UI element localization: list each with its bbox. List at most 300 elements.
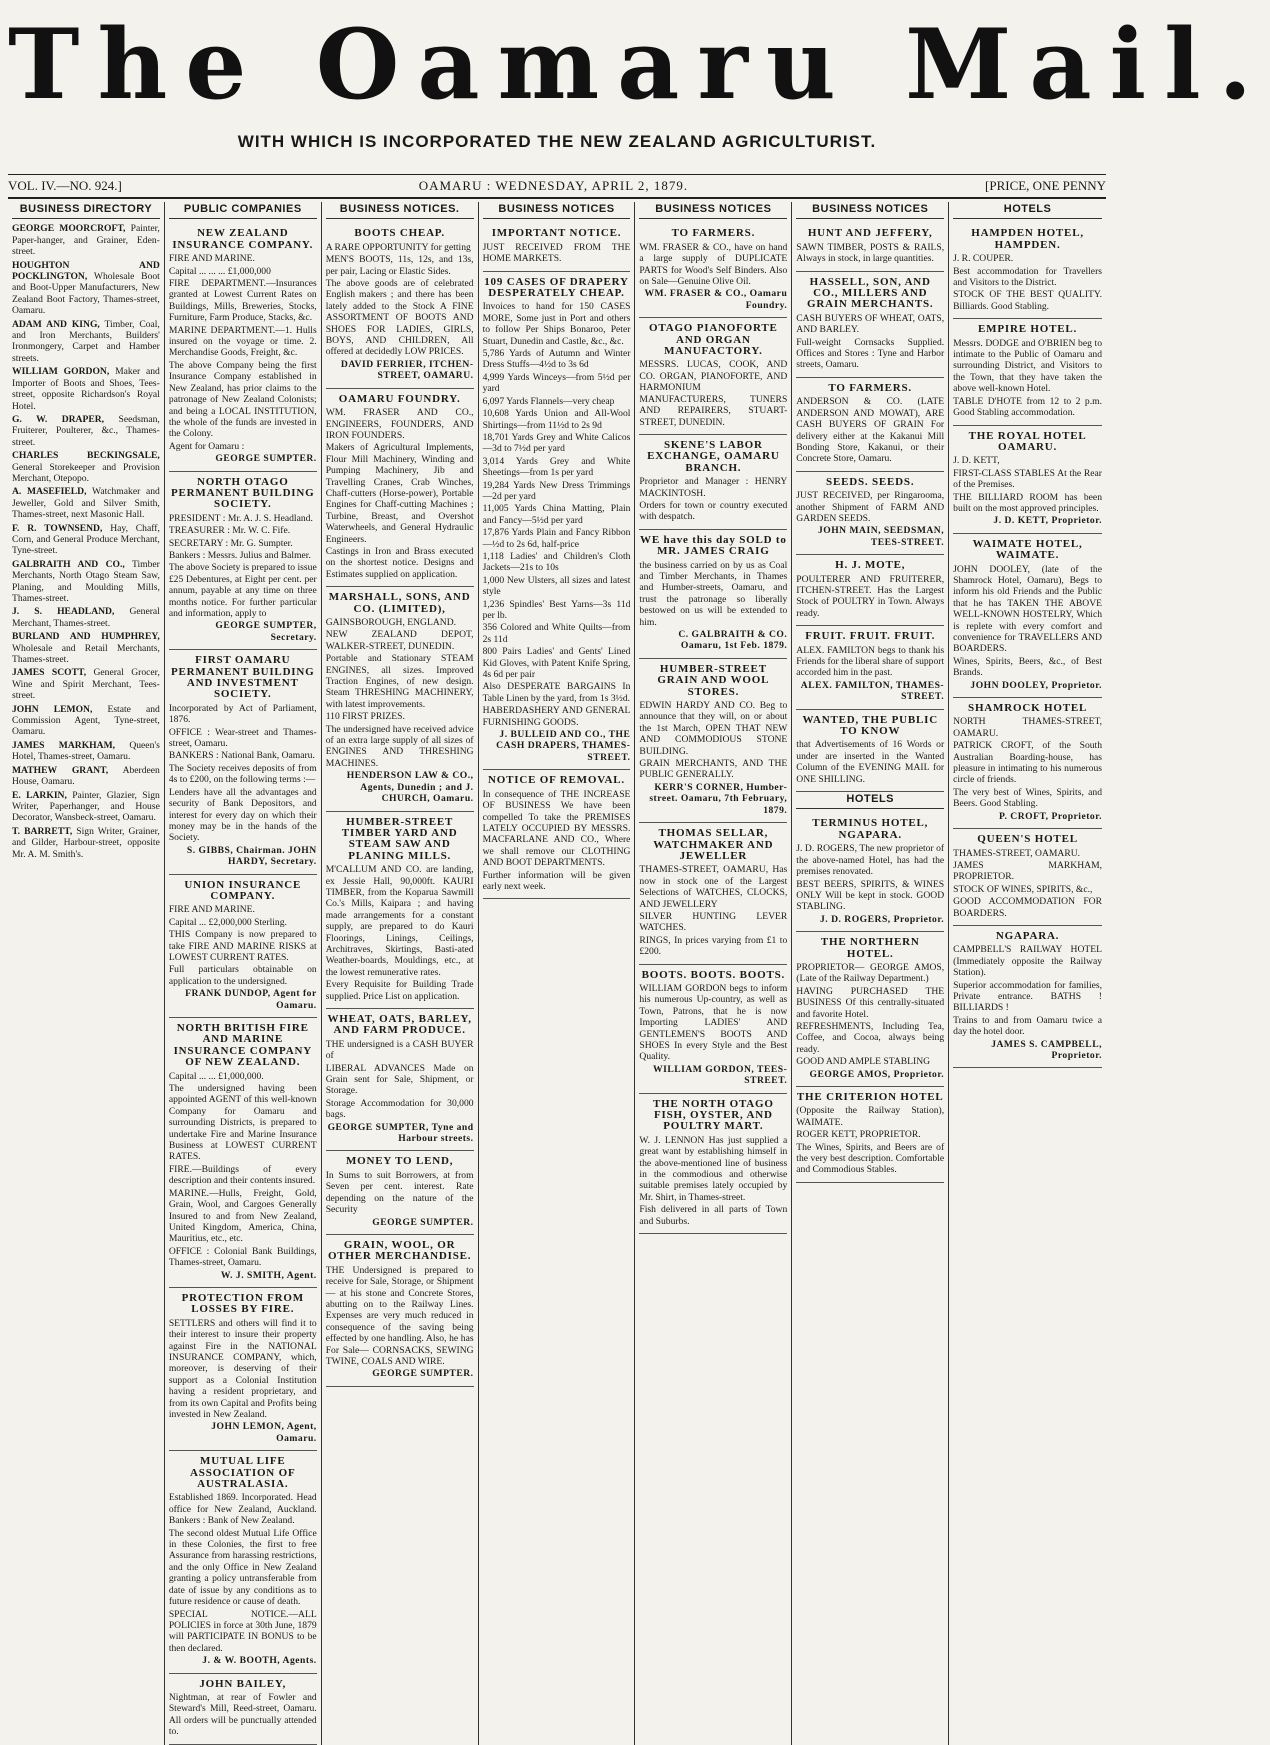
- ad-text: SILVER HUNTING LEVER WATCHES.: [639, 910, 788, 934]
- ad-text: JUST RECEIVED, per Ringarooma, another Shipment of FARM AND GARDEN SEEDS.: [796, 490, 945, 524]
- directory-entry-name: MATHEW GRANT,: [12, 764, 109, 776]
- directory-entry-text: General Grocer, Wine and Spirit Merchant, Tees-street.: [12, 667, 160, 702]
- ad-signature: GEORGE SUMPTER, Secretary.: [215, 620, 317, 643]
- directory-entry-text: Seedsman, Fruiterer, Poulterer, &c., Thames-street.: [12, 413, 160, 448]
- section-head: BUSINESS NOTICES: [796, 202, 944, 219]
- ad-text: 110 FIRST PRIZES.: [325, 711, 405, 723]
- ad-heading: NORTH BRITISH FIRE AND MARINE INSURANCE COMPANY OF NEW ZEALAND.: [173, 1022, 312, 1069]
- advertisement: [639, 1094, 787, 1234]
- advertisement: [169, 472, 317, 651]
- ad-text: HABERDASHERY AND GENERAL FURNISHING GOODS.: [482, 705, 631, 728]
- ad-text: RINGS, In prices varying from £1 to £200.: [639, 934, 788, 958]
- ad-heading: WHEAT, OATS, BARLEY, AND FARM PRODUCE.: [327, 1013, 472, 1037]
- ad-text: Trains to and from Oamaru twice a day the hotel door.: [953, 1014, 1102, 1038]
- ad-text: FIRE AND MARINE.: [168, 253, 255, 265]
- ad-text: Fish delivered in all parts of Town and Suburbs.: [639, 1204, 788, 1227]
- ad-text: Nightman, at rear of Fowler and Steward's Mill, Reed-street, Oamaru. All orders will be punctually attended to.: [168, 1691, 317, 1738]
- directory-entry-name: CHARLES BECKINGSALE,: [12, 450, 160, 462]
- ad-text: W. J. LENNON Has just supplied a great want by establishing himself in the above-mentioned line of business in the commodious and otherwise suitable premises lately occupied by Mr. Shirt, in Thames-street.: [639, 1134, 788, 1203]
- ad-text: 19,284 Yards New Dress Trimmings—2d per yard: [482, 479, 631, 502]
- ad-text: STOCK OF WINES, SPIRITS, &c.,: [953, 883, 1093, 895]
- column-business-notices-2: [479, 202, 636, 1745]
- ad-heading: FIRST OAMARU PERMANENT BUILDING AND INVESTMENT SOCIETY.: [171, 654, 315, 701]
- directory-entry-name: A. MASEFIELD,: [12, 486, 87, 498]
- column-business-notices-4: [792, 202, 949, 1745]
- advertisement: [326, 1151, 474, 1234]
- ad-text: ROGER KETT, PROPRIETOR.: [796, 1129, 921, 1141]
- ad-signature: WILLIAM GORDON, TEES-STREET.: [653, 1063, 788, 1087]
- ad-heading: TO FARMERS.: [828, 381, 912, 394]
- advertisement: [953, 319, 1102, 425]
- ad-signature: GEORGE SUMPTER, Tyne and Harbour streets.: [327, 1121, 474, 1145]
- ad-text: FIRE AND MARINE.: [168, 904, 255, 916]
- column-public-companies: [165, 202, 322, 1745]
- directory-entry: [12, 260, 160, 317]
- directory-entry-text: Wholesale Boot and Boot-Upper Manufacturers, New Zealand Boot Factory, Thames-street, Oamaru.: [12, 271, 160, 317]
- ad-text: TREASURER : Mr. W. C. Fife.: [168, 525, 291, 537]
- ad-text: GRAIN MERCHANTS, AND THE PUBLIC GENERALLY.: [639, 758, 788, 781]
- ad-text: Every Requisite for Building Trade supplied. Price List on application.: [325, 979, 474, 1002]
- ad-heading: WANTED, THE PUBLIC TO KNOW: [802, 713, 938, 738]
- directory-entry-text: Estate and Commission Agent, Tyne-street, Oamaru.: [12, 703, 160, 738]
- ad-text: Full particulars obtainable on application to the undersigned.: [168, 964, 317, 987]
- section-head: BUSINESS NOTICES.: [326, 202, 474, 219]
- newspaper-subtitle: WITH WHICH IS INCORPORATED THE NEW ZEALAND AGRICULTURIST.: [237, 132, 877, 151]
- directory-entry-text: Wholesale and Retail Merchants, Thames-street.: [12, 642, 160, 666]
- directory-entry-text: Watchmaker and Jeweller, Gold and Silver Smith, Thames-street, next Masonic Hall.: [12, 486, 160, 521]
- directory-entry-text: Queen's Hotel, Thames-street, Oamaru.: [12, 739, 160, 763]
- ad-heading: HUMBER-STREET GRAIN AND WOOL STORES.: [657, 662, 770, 698]
- advertisement: [169, 1288, 317, 1451]
- column-hotels: [949, 202, 1106, 1745]
- ad-signature: GEORGE SUMPTER.: [372, 1368, 474, 1380]
- ad-heading: THOMAS SELLAR, WATCHMAKER AND JEWELLER: [653, 827, 774, 862]
- directory-entry-name: T. BARRETT,: [12, 825, 73, 837]
- ad-text: 10,608 Yards Union and All-Wool Shirtings—from 11½d to 2s 9d: [482, 408, 631, 431]
- ad-text: Portable and Stationary STEAM ENGINES, all sizes. Improved Traction Engines, of new design. Steam THRESHING MACHINERY, with latest improvements.: [325, 653, 474, 710]
- ad-text: MESSRS. LUCAS, COOK, AND CO. ORGAN, PIANOFORTE, AND HARMONIUM MANUFACTURERS, TUNERS AND REPAIRERS, STUART-STREET, DUNEDIN.: [639, 359, 788, 428]
- ad-text: OFFICE : Wear-street and Thames-street, Oamaru.: [168, 726, 317, 750]
- section-head: BUSINESS DIRECTORY: [12, 202, 160, 219]
- newspaper-title: The Oamaru Mail.: [8, 8, 1270, 121]
- directory-entry-name: GALBRAITH AND CO.,: [12, 558, 125, 570]
- ad-text: Bankers : Messrs. Julius and Balmer.: [168, 549, 311, 561]
- ad-heading: MARSHALL, SONS, AND CO. (LIMITED),: [328, 591, 471, 615]
- ad-heading: OAMARU FOUNDRY.: [338, 392, 461, 405]
- directory-entry-text: Sign Writer, Grainer, and Gilder, Harbour-street, opposite Mr. A. M. Smith's.: [12, 825, 160, 860]
- advertisement: [953, 926, 1102, 1068]
- advertisement: [639, 318, 787, 435]
- ad-heading: OTAGO PIANOFORTE AND ORGAN MANUFACTORY.: [649, 322, 778, 358]
- advertisement: [796, 272, 944, 378]
- ad-signature: GEORGE SUMPTER.: [372, 1216, 474, 1228]
- ad-heading: TERMINUS HOTEL, NGAPARA.: [812, 817, 929, 841]
- directory-entry-text: General Storekeeper and Provision Merchant, Otepopo.: [12, 461, 160, 484]
- ad-text: OFFICE : Colonial Bank Buildings, Thames-street, Oamaru.: [168, 1245, 317, 1269]
- ad-signature: S. GIBBS, Chairman. JOHN HARDY, Secretary.: [186, 844, 317, 868]
- ad-heading: SEEDS. SEEDS.: [826, 475, 915, 488]
- section-head: HOTELS: [796, 792, 944, 809]
- ad-text: GAINSBOROUGH, ENGLAND.: [325, 617, 457, 628]
- ad-list: [639, 223, 787, 1234]
- directory-entry-name: BURLAND AND HUMPHREY,: [12, 631, 160, 643]
- directory-entry-name: E. LARKIN,: [12, 789, 67, 801]
- ad-text: THE Undersigned is prepared to receive for Sale, Storage, or Shipment— at his stone and Concrete Stores, abutting on to the Railway Lines. Expenses are very much reduced in consequence of the saving being effected by one handling. Also, he has For Sale— CORNSACKS, SEWING TWINE, COALS AND WIRE.: [325, 1264, 474, 1367]
- ad-text: the business carried on by us as Coal and Timber Merchants, in Thames and Humber-streets, Oamaru, and trust the patronage so liberally bestowed on us will be extended to him.: [639, 559, 788, 628]
- ad-list: [169, 223, 317, 1744]
- ad-text: REFRESHMENTS, Including Tea, Coffee, and Cocoa, always being ready.: [796, 1020, 945, 1055]
- advertisement: [953, 698, 1102, 829]
- ad-text: Messrs. DODGE and O'BRIEN beg to intimate to the Public of Oamaru and surrounding District, and Visitors to the Town, that they have taken the above well-known Hotel.: [953, 337, 1102, 395]
- ad-text: Castings in Iron and Brass executed on the shortest notice. Designs and Estimates supplied on application.: [325, 545, 474, 580]
- ad-text: JUST RECEIVED FROM THE HOME MARKETS.: [482, 241, 631, 265]
- ad-text: NORTH THAMES-STREET, OAMARU.: [953, 716, 1102, 739]
- ad-text: WM. FRASER & CO., have on hand a large supply of DUPLICATE PARTS for Wood's Self Binders. Also on Sale—Genuine Olive Oil.: [639, 241, 788, 288]
- ad-signature: JOHN DOOLEY, Proprietor.: [970, 679, 1102, 691]
- ad-text: HAVING PURCHASED THE BUSINESS Of this centrally-situated and favorite Hotel.: [796, 985, 945, 1020]
- directory-entry: [12, 523, 160, 557]
- ad-heading: SHAMROCK HOTEL: [968, 702, 1088, 715]
- ad-text: 11,005 Yards China Matting, Plain and Fancy—5½d per yard: [482, 503, 631, 526]
- ad-text: MARINE.—Hulls, Freight, Gold, Grain, Wool, and Cargoes Generally Insured to and from New Zealand, United Kingdom, America, China, Mauritius, etc., etc.: [168, 1187, 317, 1245]
- ad-text: The Society receives deposits of from 4s to £200, on the following terms :—: [168, 762, 317, 786]
- ad-signature: KERR'S CORNER, Humber-street. Oamaru, 7th February, 1879.: [649, 781, 788, 816]
- ad-text: 3,014 Yards Grey and White Sheetings—from 1s per yard: [482, 455, 631, 479]
- directory-entry: [12, 414, 160, 448]
- ad-text: Wines, Spirits, Beers, &c., of Best Brands.: [953, 655, 1102, 679]
- directory-entry: [12, 559, 160, 605]
- directory-entry: [12, 223, 160, 257]
- ad-text: CASH BUYERS OF WHEAT, OATS, AND BARLEY.: [796, 312, 945, 336]
- advertisement: [953, 534, 1102, 698]
- ad-signature: JOHN LEMON, Agent, Oamaru.: [211, 1421, 317, 1444]
- directory-entry: [12, 667, 160, 701]
- directory-entry: [12, 319, 160, 365]
- advertisement: [483, 223, 631, 271]
- advertisement: [796, 626, 944, 709]
- ad-heading: GRAIN, WOOL, OR OTHER MERCHANDISE.: [327, 1238, 472, 1263]
- ad-text: BEST BEERS, SPIRITS, & WINES ONLY Will be kept in stock. GOOD STABLING.: [796, 878, 945, 913]
- advertisement: [796, 223, 944, 271]
- ad-text: 17,876 Yards Plain and Fancy Ribbon—½d to 2s 6d, half-price: [482, 527, 631, 550]
- advertisement: [639, 965, 787, 1094]
- ad-text: The undersigned have received advice of an extra large supply of all sizes of ENGINES AND THRESHING MACHINES.: [325, 723, 474, 769]
- column-business-notices-1: [322, 202, 479, 1745]
- ad-text: 1,236 Spindles' Best Yarns—3s 11d per lb.: [482, 598, 631, 621]
- ad-heading: NGAPARA.: [995, 929, 1060, 942]
- ad-list: [953, 223, 1102, 1068]
- advertisement: [796, 932, 944, 1087]
- ad-signature: GEORGE AMOS, Proprietor.: [809, 1068, 945, 1080]
- ad-text: In Sums to suit Borrowers, at from Seven per cent. interest. Rate depending on the nature of the Security: [325, 1169, 474, 1216]
- ad-text: THE undersigned is a CASH BUYER of: [325, 1038, 474, 1062]
- advertisement: [796, 378, 944, 472]
- directory-entry-text: Painter, Glazier, Sign Writer, Paperhanger, and House Decorator, Wansbeck-street, Oamaru.: [12, 789, 160, 824]
- ad-text: Full-weight Cornsacks Supplied. Offices and Stores : Tyne and Harbor streets, Oamaru.: [796, 336, 945, 371]
- ad-text: CAMPBELL'S RAILWAY HOTEL (Immediately opposite the Railway Station).: [953, 944, 1102, 979]
- directory-entry: [12, 765, 160, 788]
- ad-heading: THE CRITERION HOTEL: [796, 1091, 944, 1103]
- ad-heading: NORTH OTAGO PERMANENT BUILDING SOCIETY.: [171, 475, 315, 511]
- ad-text: Capital ... ... £1,000,000.: [168, 1070, 264, 1082]
- ad-text: FIRE.—Buildings of every description and their contents insured.: [168, 1163, 317, 1187]
- ad-list: [483, 223, 631, 899]
- ad-text: ALEX. FAMILTON begs to thank his Friends for the liberal share of support accorded him in the past.: [796, 644, 945, 679]
- directory-list: [12, 223, 160, 860]
- ad-text: MEN'S BOOTS, 11s, 12s, and 13s, per pair, Lacing or Elastic Sides.: [325, 254, 474, 277]
- directory-entry-name: JAMES MARKHAM,: [12, 739, 116, 751]
- ad-text: A RARE OPPORTUNITY for getting: [325, 241, 471, 253]
- ad-text: Capital ... £2,000,000 Sterling.: [168, 916, 287, 928]
- advertisement: [169, 875, 317, 1018]
- ad-text: EDWIN HARDY AND CO. Beg to announce that they will, on or about the 1st March, OPEN THAT NEW AND COMMODIOUS STONE BUILDING.: [639, 700, 788, 757]
- advertisement: [169, 223, 317, 471]
- ad-heading: WAIMATE HOTEL, WAIMATE.: [972, 537, 1083, 562]
- advertisement: [169, 1451, 317, 1673]
- directory-entry-name: ADAM AND KING,: [12, 318, 100, 330]
- ad-signature: P. CROFT, Proprietor.: [999, 810, 1102, 822]
- ad-text: PATRICK CROFT, of the South Australian Boarding-house, has pleasure in intimating to his numerous circle of friends.: [953, 740, 1102, 786]
- directory-entry-text: Hay, Chaff, Corn, and General Produce Merchant, Tyne-street.: [12, 522, 160, 557]
- advertisement: [796, 1087, 944, 1183]
- ad-signature: GEORGE SUMPTER.: [215, 453, 317, 465]
- ad-text: Incorporated by Act of Parliament, 1876.: [168, 702, 317, 726]
- ad-text: LIBERAL ADVANCES Made on Grain sent for Sale, Shipment, or Storage.: [325, 1062, 474, 1097]
- ad-heading: HUMBER-STREET TIMBER YARD AND STEAM SAW AND PLANING MILLS.: [341, 815, 458, 862]
- ad-text: 1,118 Ladies' and Children's Cloth Jackets—21s to 10s: [482, 550, 631, 574]
- ad-heading: IMPORTANT NOTICE.: [491, 227, 622, 240]
- advertisement: [639, 823, 787, 964]
- ad-heading: MUTUAL LIFE ASSOCIATION OF AUSTRALASIA.: [190, 1455, 296, 1491]
- ad-text: that Advertisements of 16 Words or under are inserted in the Wanted Column of the EVENING MAIL for ONE SHILLING.: [796, 739, 945, 785]
- directory-entry-text: Timber, Coal, and Iron Merchants, Builders' Ironmongery, Carpet and Hamber streets.: [12, 318, 160, 364]
- ad-text: The above Company being the first Insurance Company established in New Zealand, has prior claims to the patronage of New Zealand Colonists; and being a LOCAL INSTITUTION, the whole of the funds are invested in the Colony.: [168, 359, 317, 440]
- ad-text: Best accommodation for Travellers and Visitors to the District.: [953, 265, 1102, 289]
- ad-signature: J. D. KETT, Proprietor.: [993, 515, 1102, 527]
- ad-text: SETTLERS and others will find it to their interest to insure their property against Fire in the NATIONAL INSURANCE COMPANY, which, moreover, is deserving of their support as a Colonial Institution having a resident proprietary, and from its own Capital and Profits being invested in New Zealand.: [168, 1317, 317, 1420]
- directory-entry: [12, 486, 160, 520]
- advertisement: [639, 530, 787, 659]
- directory-entry-name: J. S. HEADLAND,: [12, 606, 115, 618]
- ad-text: 1,000 New Ulsters, all sizes and latest style: [482, 574, 631, 598]
- ad-text: 6,097 Yards Flannels—very cheap: [482, 395, 615, 407]
- ad-signature: ALEX. FAMILTON, THAMES-STREET.: [800, 679, 945, 703]
- directory-entry-name: GEORGE MOORCROFT,: [12, 223, 126, 235]
- ad-heading: QUEEN'S HOTEL: [977, 833, 1078, 846]
- directory-entry-name: WILLIAM GORDON,: [12, 366, 110, 378]
- advertisement: [639, 435, 787, 530]
- ad-signature: HENDERSON LAW & CO., Agents, Dunedin ; and J. CHURCH, Oamaru.: [346, 770, 474, 805]
- ad-text: Agent for Oamaru :: [168, 440, 245, 452]
- advertisement: [326, 1009, 474, 1151]
- advertisement: [796, 710, 944, 792]
- ad-heading: BOOTS CHEAP.: [354, 227, 445, 240]
- section-head: HOTELS: [953, 202, 1102, 219]
- ad-text: The undersigned having been appointed AGENT of this well-known Company for Oamaru and surrounding Districts, is prepared to undertake Fire and Marine Insurance Business at LOWEST CURRENT RATES.: [168, 1083, 317, 1163]
- ad-text: STOCK OF THE BEST QUALITY. Billiards. Good Stabling.: [953, 289, 1102, 312]
- ad-heading: H. J. MOTE,: [835, 559, 906, 572]
- directory-entry: [12, 606, 160, 629]
- ad-text: SECRETARY : Mr. G. Sumpter.: [168, 537, 293, 549]
- ad-text: WM. FRASER AND CO., ENGINEERS, FOUNDERS, AND IRON FOUNDERS.: [325, 407, 474, 441]
- advertisement: [483, 272, 631, 771]
- ad-text: PRESIDENT : Mr. A. J. S. Headland.: [168, 512, 313, 524]
- ad-list: [796, 223, 944, 1182]
- ad-signature: WM. FRASER & CO., Oamaru Foundry.: [644, 288, 788, 311]
- ad-heading: NOTICE OF REMOVAL.: [488, 774, 625, 787]
- ad-text: PROPRIETOR— GEORGE AMOS, (Late of the Railway Department.): [796, 961, 945, 985]
- ad-text: MARINE DEPARTMENT.—1. Hulls insured on the voyage or time. 2. Merchandise Goods, Freight, &c.: [168, 324, 317, 359]
- ad-text: J. D. KETT,: [953, 455, 1000, 467]
- masthead: [8, 0, 1270, 151]
- ad-heading: EMPIRE HOTEL.: [978, 323, 1078, 336]
- ad-heading: NEW ZEALAND INSURANCE COMPANY.: [172, 227, 314, 251]
- ad-heading: JOHN BAILEY,: [199, 1677, 287, 1690]
- ad-text: The Wines, Spirits, and Beers are of the very best description. Comfortable and Commodious Stables.: [796, 1141, 945, 1176]
- advertisement: [169, 1018, 317, 1288]
- directory-entry-name: G. W. DRAPER,: [12, 413, 105, 425]
- advertisement: [169, 1674, 317, 1745]
- advertisement: [169, 650, 317, 874]
- ad-text: 5,786 Yards of Autumn and Winter Dress Stuffs—4½d to 3s 6d: [482, 348, 631, 371]
- ad-text: WILLIAM GORDON begs to inform his numerous Up-country, as well as Town, Patrons, that he is now Importing LADIES' AND GENTLEMEN'S BOOTS AND SHOES In every Style and the Best Quality.: [639, 982, 788, 1063]
- ad-text: Makers of Agricultural Implements, Flour Mill Machinery, Winding and Pumping Machinery, Jib and Travelling Cranes, Crab Winches, Chaff-cutters (Horse-power), Portable Engines for Chaff-cutting Machines ; Turbine, Breast, and Overshot Waterwheels, and General Hydraulic Engineers.: [325, 442, 474, 545]
- ad-heading: WE have this day SOLD to MR. JAMES CRAIG: [640, 533, 787, 558]
- advertisement: [953, 426, 1102, 534]
- advertisement: [953, 223, 1102, 319]
- ad-heading: FRUIT. FRUIT. FRUIT.: [805, 630, 936, 643]
- advertisement: [326, 812, 474, 1010]
- column-business-directory: [8, 202, 165, 1745]
- ad-text: SAWN TIMBER, POSTS & RAILS, Always in stock, in large quantities.: [796, 241, 945, 265]
- ad-text: (Opposite the Railway Station), WAIMATE.: [796, 1105, 945, 1128]
- ad-text: Orders for town or country executed with despatch.: [639, 499, 788, 523]
- ad-text: JOHN DOOLEY, (late of the Shamrock Hotel, Oamaru), Begs to inform his old Friends and the Public that he has TAKEN THE ABOVE WELL-KNOWN HOSTELRY, Which is replete with every comfort and convenience for TRAVELLERS AND BOARDERS.: [953, 563, 1102, 655]
- columns: [8, 202, 1106, 1738]
- ad-heading: THE NORTH OTAGO FISH, OYSTER, AND POULTRY MART.: [652, 1097, 774, 1133]
- ad-text: Proprietor and Manager : HENRY MACKINTOSH.: [639, 476, 788, 499]
- directory-entry: [12, 704, 160, 738]
- ad-heading: HASSELL, SON, AND CO., MILLERS AND GRAIN MERCHANTS.: [806, 275, 934, 311]
- ad-text: 4,999 Yards Winceys—from 5½d per yard: [482, 371, 631, 395]
- directory-entry: [12, 740, 160, 763]
- ad-text: In consequence of THE INCREASE OF BUSINESS We have been compelled To take the PREMISES LATELY OCCUPIED BY MESSRS. MACFARLANE AND CO., Where we shall remove our CLOTHING AND BOOT DEPARTMENTS.: [482, 788, 631, 869]
- ad-heading: HUNT AND JEFFERY,: [807, 227, 933, 240]
- ad-text: NEW ZEALAND DEPOT, WALKER-STREET, DUNEDIN.: [325, 629, 474, 652]
- advertisement: [326, 1235, 474, 1387]
- section-head: BUSINESS NOTICES: [639, 202, 787, 219]
- ad-text: SPECIAL NOTICE.—ALL POLICIES in force at 30th June, 1879 will PARTICIPATE IN BONUS to be then declared.: [168, 1608, 317, 1654]
- ad-text: Storage Accommodation for 30,000 bags.: [325, 1097, 474, 1121]
- ad-heading: THE ROYAL HOTEL OAMARU.: [968, 429, 1087, 453]
- ad-text: 356 Colored and White Quilts—from 2s 11d: [482, 622, 631, 645]
- ad-signature: JAMES S. CAMPBELL, Proprietor.: [991, 1038, 1102, 1061]
- advertisement: [953, 829, 1102, 926]
- directory-entry-text: Aberdeen House, Oamaru.: [12, 764, 160, 788]
- directory-entry-text: Maker and Importer of Boots and Shoes, Tees-street, opposite Richardson's Royal Hotel.: [12, 366, 160, 412]
- ad-text: THAMES-STREET, OAMARU.: [953, 847, 1081, 859]
- directory-entry-name: F. R. TOWNSEND,: [12, 522, 103, 534]
- ad-text: 800 Pairs Ladies' and Gents' Lined Kid Gloves, with Patent Knife Spring, 4s 6d per pair: [482, 646, 631, 681]
- ad-text: GOOD AND AMPLE STABLING: [796, 1056, 931, 1068]
- directory-entry-text: Timber Merchants, North Otago Steam Saw, Planing, and Moulding Mills, Thames-street.: [12, 558, 160, 604]
- ad-text: Established 1869. Incorporated. Head office for New Zealand, Auckland. Bankers : Bank of New Zealand.: [168, 1492, 317, 1527]
- ad-signature: W. J. SMITH, Agent.: [220, 1269, 317, 1281]
- ad-text: FIRST-CLASS STABLES At the Rear of the Premises.: [953, 467, 1102, 491]
- ad-text: M'CALLUM AND CO. are landing, ex Jessie Hall, 90,000ft. KAURI TIMBER, from the Koparua Sawmill Co.'s Mills, Kaipara ; and having made arrangements for a constant supply, are prepared to do Kauri Floorings, Linings, Ceilings, Architraves, Skirtings, Basti-ated Weather-boards, Mouldings, etc., at the lowest remunerative rates.: [325, 864, 474, 978]
- ad-text: FIRE DEPARTMENT.—Insurances granted at Lowest Current Rates on Buildings, Mills, Breweries, Stocks, Furniture, Farm Produce, Stacks, &c.: [168, 278, 317, 324]
- directory-entry-text: General Merchant, Thames-street.: [12, 606, 160, 629]
- ad-text: The second oldest Mutual Life Office in these Colonies, the first to free Assurance from harassing restrictions, and the only Office in New Zealand granting a policy untransferable from date of issue by any conditions as to future residence or cause of death.: [168, 1527, 317, 1608]
- directory-entry: [12, 826, 160, 860]
- advertisement: [796, 472, 944, 555]
- ad-text: ANDERSON & CO. (LATE ANDERSON AND MOWAT), ARE CASH BUYERS OF GRAIN For delivery either at the Kakanui Mill Bonding Store, Kakanui, or their Concrete Store, Oamaru.: [796, 396, 945, 465]
- ad-text: THE BILLIARD ROOM has been built on the most approved principles.: [953, 491, 1102, 514]
- volume-number: VOL. IV.—NO. 924.]: [8, 178, 122, 193]
- ad-text: JAMES MARKHAM, PROPRIETOR.: [953, 859, 1102, 883]
- ad-text: Also DESPERATE BARGAINS In Table Linen by the yard, from 1s 3½d.: [482, 681, 631, 704]
- price: [PRICE, ONE PENNY: [985, 178, 1106, 193]
- ad-signature: J. D. ROGERS, Proprietor.: [819, 913, 945, 925]
- ad-text: BANKERS : National Bank, Oamaru.: [168, 750, 315, 762]
- ad-text: Capital ... ... ... £1,000,000: [168, 265, 271, 277]
- advertisement: [796, 555, 944, 626]
- section-head: PUBLIC COMPANIES: [169, 202, 317, 219]
- ad-signature: C. GALBRAITH & CO. Oamaru, 1st Feb. 1879.: [678, 629, 788, 652]
- advertisement: [796, 813, 944, 932]
- ad-text: THAMES-STREET, OAMARU, Has now in stock one of the Largest Selections of WATCHES, CLOCKS, AND JEWELLERY: [639, 864, 788, 910]
- ad-signature: FRANK DUNDOP, Agent for Oamaru.: [185, 988, 317, 1011]
- column-business-notices-3: [635, 202, 792, 1745]
- ad-text: POULTERER AND FRUITERER, ITCHEN-STREET. Has the Largest Stock of POULTRY in Town. Always ready.: [796, 573, 945, 619]
- ad-heading: UNION INSURANCE COMPANY.: [184, 878, 302, 902]
- ad-heading: MONEY TO LEND,: [346, 1155, 454, 1168]
- directory-entry-text: Painter, Paper-hanger, and Grainer, Eden-street.: [12, 223, 160, 258]
- ad-signature: J. BULLEID AND CO., THE CASH DRAPERS, THAMES-STREET.: [496, 729, 631, 763]
- ad-text: GOOD ACCOMMODATION FOR BOARDERS.: [953, 896, 1102, 919]
- directory-entry: [12, 450, 160, 484]
- ad-heading: HAMPDEN HOTEL, HAMPDEN.: [971, 227, 1084, 251]
- ad-signature: JOHN MAIN, SEEDSMAN, TEES-STREET.: [817, 525, 945, 548]
- advertisement: [639, 223, 787, 318]
- advertisement: [326, 389, 474, 588]
- directory-entry-name: JAMES SCOTT,: [12, 667, 87, 679]
- advertisement: [483, 770, 631, 899]
- advertisement: [639, 659, 787, 823]
- advertisement: [326, 587, 474, 811]
- ad-list: [326, 223, 474, 1386]
- ad-text: The above goods are of celebrated English makers ; and there has been lately added to the Stock A FINE ASSORTMENT OF BOOTS AND SHOES FOR LADIES, GIRLS, BOYS, AND CHILDREN, All offered at decidedly LOW PRICES.: [325, 278, 474, 358]
- dateline: [8, 174, 1106, 199]
- ad-heading: SKENE'S LABOR EXCHANGE, OAMARU BRANCH.: [647, 438, 780, 474]
- ad-heading: THE NORTHERN HOTEL.: [820, 936, 920, 960]
- ad-heading: BOOTS. BOOTS. BOOTS.: [641, 968, 786, 981]
- ad-text: The above Society is prepared to issue £25 Debentures, at Eight per cent. per annum, payable at any time on three months notice. For further particular and information, apply to: [168, 562, 317, 619]
- ad-text: J. R. COUPER.: [953, 253, 1014, 265]
- advertisement: [326, 223, 474, 388]
- directory-entry: [12, 366, 160, 412]
- ad-text: 18,701 Yards Grey and White Calicos—3d to 7½d per yard: [482, 431, 631, 455]
- directory-entry-name: HOUGHTON AND POCKLINGTON,: [12, 259, 160, 283]
- ad-heading: TO FARMERS.: [671, 227, 756, 240]
- directory-entry: [12, 790, 160, 824]
- ad-text: Further information will be given early next week.: [482, 869, 631, 892]
- directory-entry: [12, 631, 160, 665]
- ad-text: Superior accommodation for families, Private entrance. BATHS ! BILLIARDS !: [953, 979, 1102, 1014]
- ad-signature: J. & W. BOOTH, Agents.: [202, 1655, 317, 1667]
- ad-text: Lenders have all the advantages and security of Bank Depositors, and interest for every day on which their money may be in the hands of the Society.: [168, 786, 317, 844]
- ad-text: Invoices to hand for 150 CASES MORE, Some just in Port and others to follow Per Ships Bonaroo, Peter Stuart, Dunedin and Castle, &c., &c.: [482, 301, 631, 347]
